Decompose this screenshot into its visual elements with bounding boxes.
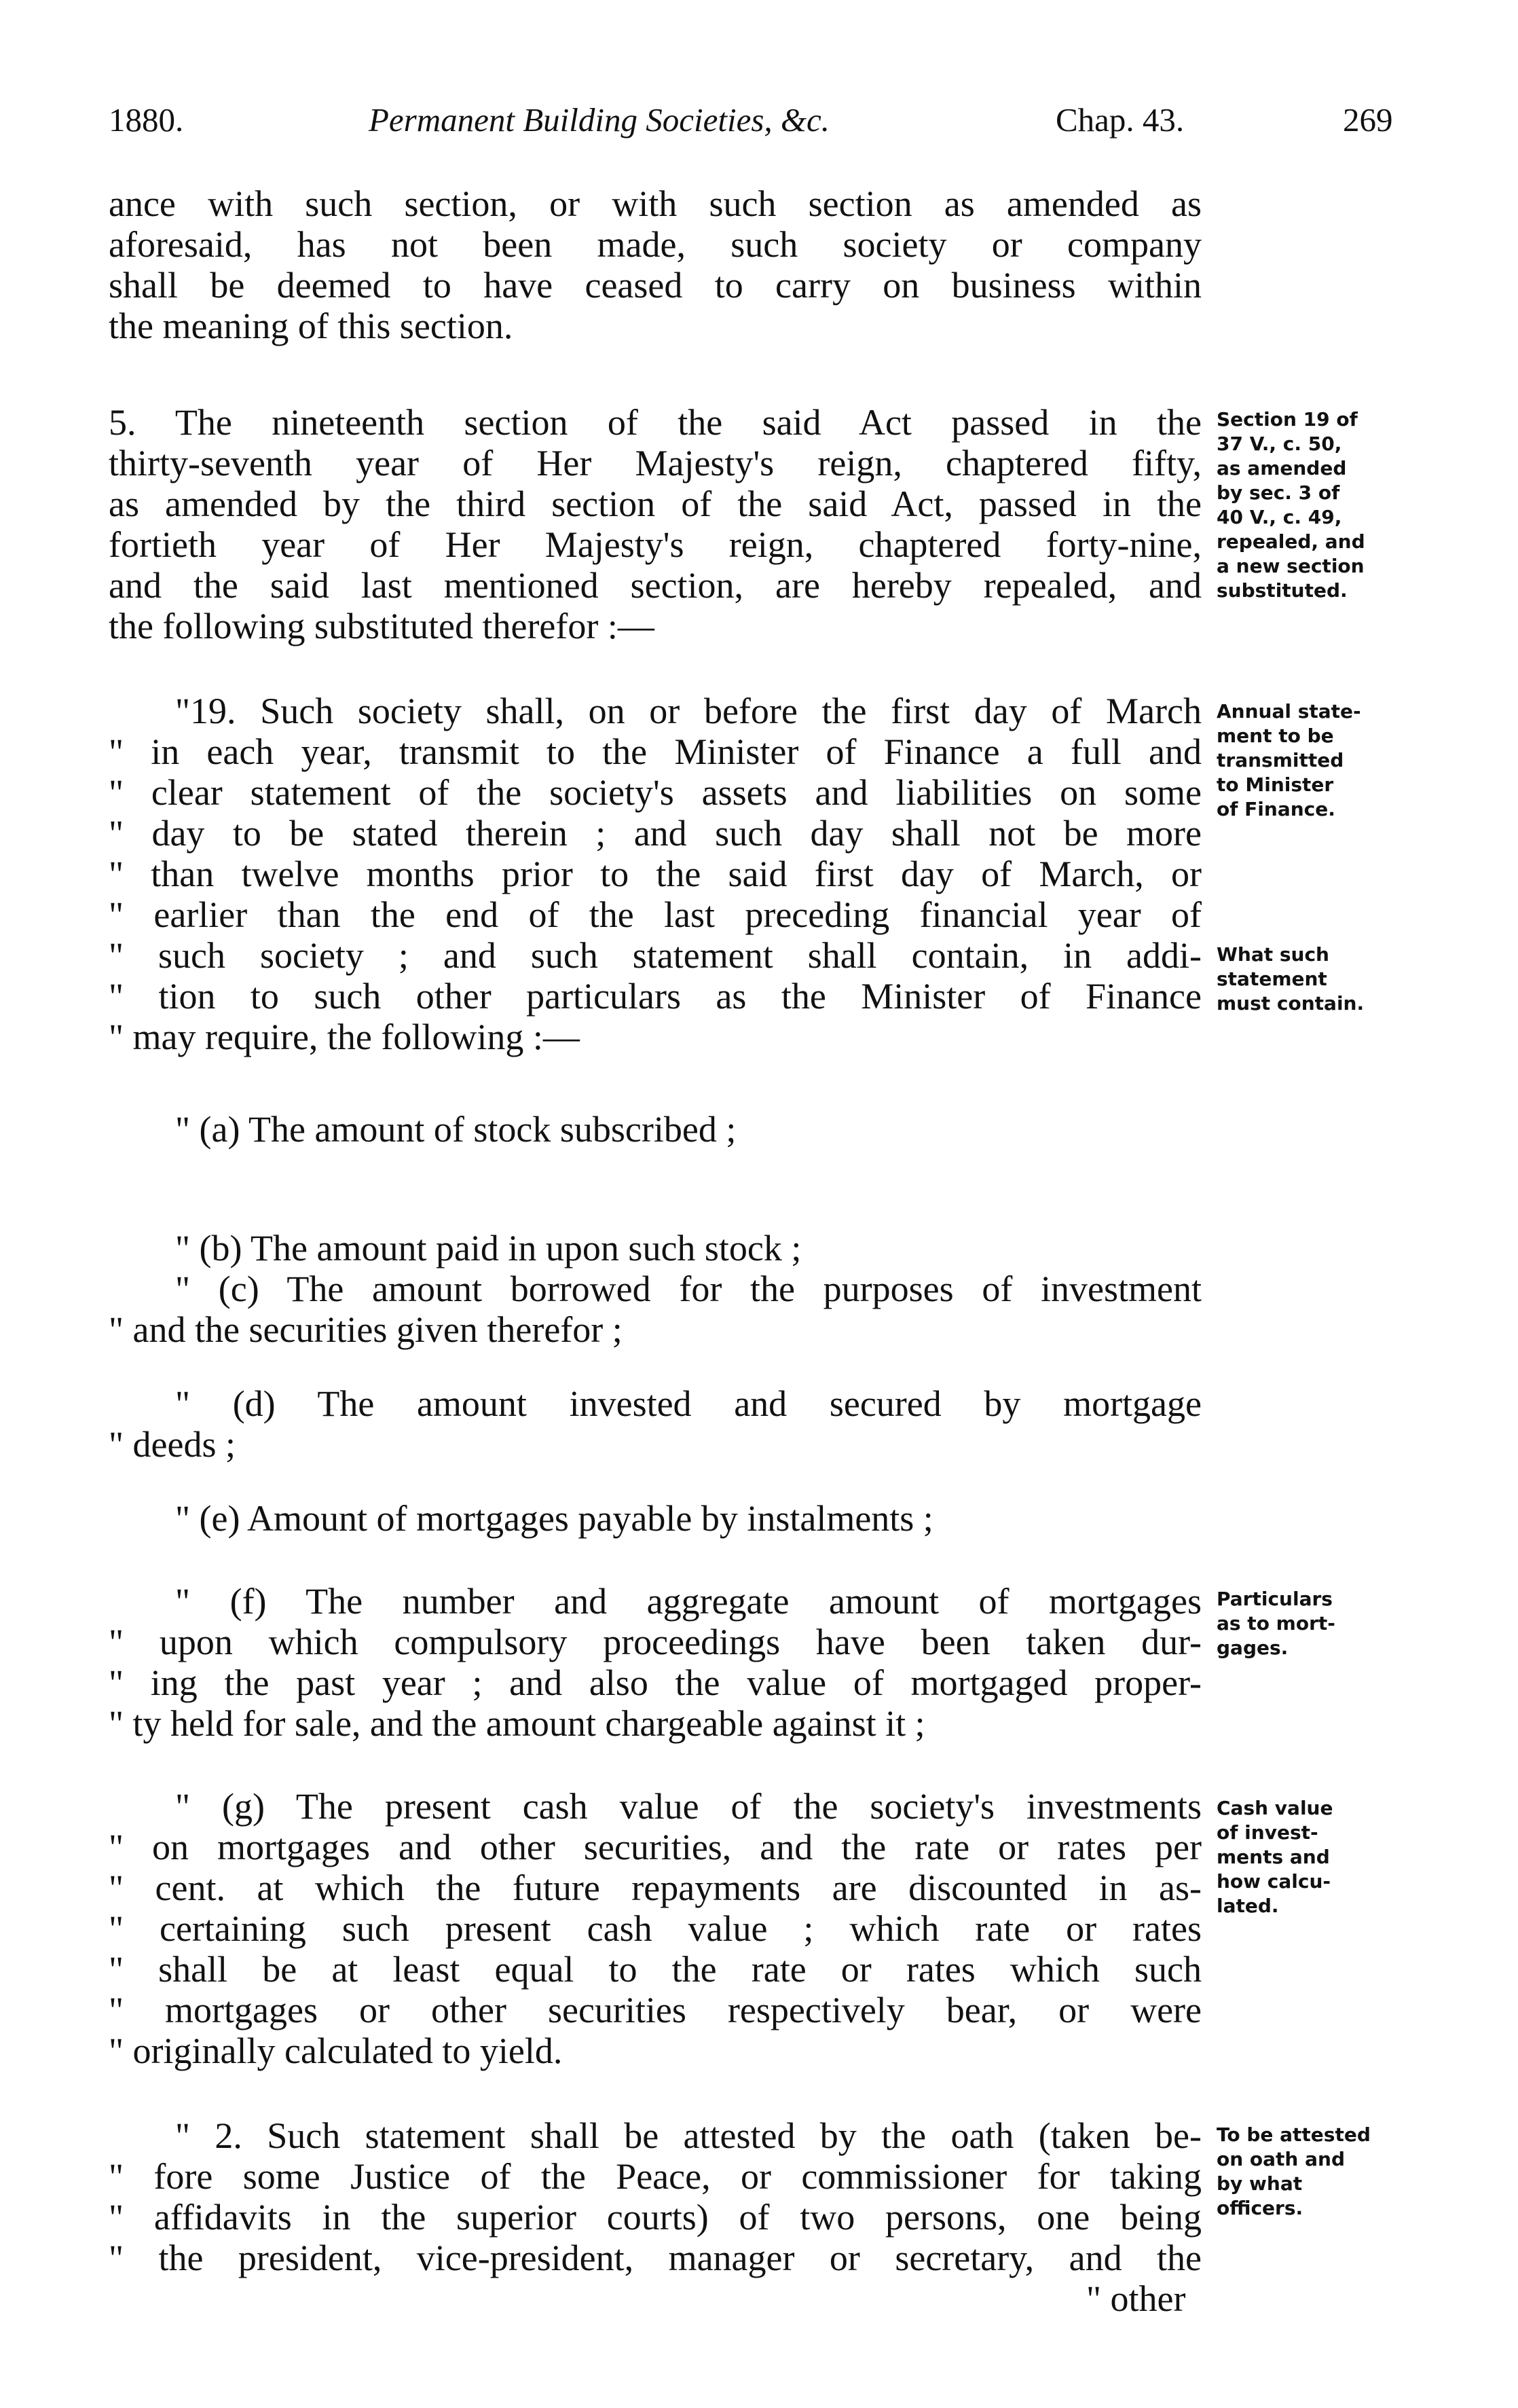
body-line: thirty-seventh year of Her Majesty's reign, chaptered fifty,	[109, 443, 1202, 484]
body-line: " cent. at which the future repayments are discounted in as-	[109, 1867, 1202, 1908]
item-g-line: " (g) The present cash value of the society's investments	[175, 1786, 1202, 1827]
body-line: as amended by the third section of the said Act, passed in the	[109, 484, 1202, 524]
catchword: " other	[1086, 2278, 1186, 2319]
margin-note-annual-statement: Annual state- ment to be transmitted to Minister of Finance.	[1217, 700, 1361, 820]
header-chapter: Chap. 43.	[1056, 101, 1185, 139]
margin-note-particulars: Particulars as to mort- gages.	[1217, 1588, 1335, 1659]
body-line: the following substituted therefor :—	[109, 606, 654, 646]
body-line: " may require, the following :—	[109, 1017, 580, 1057]
margin-note-section-19: Section 19 of 37 V., c. 50, as amended by sec. 3 of 40 V., c. 49, repealed, and a new section substituted.	[1217, 408, 1365, 602]
subsection-2-line: " 2. Such statement shall be attested by the oath (taken be-	[175, 2115, 1202, 2156]
item-d-line: " (d) The amount invested and secured by mortgage	[175, 1383, 1202, 1424]
section-19-line: "19. Such society shall, on or before the first day of March	[175, 691, 1202, 731]
body-line: " day to be stated therein ; and such day shall not be more	[109, 813, 1202, 854]
body-line: " ty held for sale, and the amount chargeable against it ;	[109, 1703, 925, 1744]
body-line: " earlier than the end of the last preceding financial year of	[109, 894, 1202, 935]
body-line: " affidavits in the superior courts) of two persons, one being	[109, 2197, 1202, 2238]
item-f-line: " (f) The number and aggregate amount of mortgages	[175, 1581, 1202, 1622]
body-line: shall be deemed to have ceased to carry on business within	[109, 265, 1202, 306]
body-line: " ing the past year ; and also the value of mortgaged proper-	[109, 1662, 1202, 1703]
body-line: " deeds ;	[109, 1424, 236, 1465]
item-e-line: " (e) Amount of mortgages payable by instalments ;	[175, 1498, 933, 1539]
margin-note-cash-value: Cash value of invest- ments and how calcu- lated.	[1217, 1797, 1333, 1917]
body-line: " clear statement of the society's assets and liabilities on some	[109, 772, 1202, 813]
header-year: 1880.	[109, 101, 184, 139]
body-line: " such society ; and such statement shall contain, in addi-	[109, 935, 1202, 976]
body-line: " mortgages or other securities respectively bear, or were	[109, 1990, 1202, 2030]
body-line: fortieth year of Her Majesty's reign, chaptered forty-nine,	[109, 524, 1202, 565]
body-line: " tion to such other particulars as the Minister of Finance	[109, 976, 1202, 1017]
body-line: ance with such section, or with such section as amended as	[109, 183, 1202, 224]
body-line: " fore some Justice of the Peace, or commissioner for taking	[109, 2156, 1202, 2197]
body-line: " certaining such present cash value ; which rate or rates	[109, 1908, 1202, 1949]
body-line: " upon which compulsory proceedings have been taken dur-	[109, 1622, 1202, 1662]
body-line: " originally calculated to yield.	[109, 2030, 563, 2071]
margin-note-attested: To be attested on oath and by what officers.	[1217, 2123, 1371, 2219]
section-5-line: 5. The nineteenth section of the said Act passed in the	[109, 402, 1202, 443]
header-title: Permanent Building Societies, &c.	[369, 101, 830, 139]
body-line: the meaning of this section.	[109, 306, 513, 346]
margin-note-what-statement: What such statement must contain.	[1217, 943, 1365, 1015]
body-line: and the said last mentioned section, are hereby repealed, and	[109, 565, 1202, 606]
item-b-line: " (b) The amount paid in upon such stock ;	[175, 1228, 802, 1269]
body-line: aforesaid, has not been made, such society or company	[109, 224, 1202, 265]
body-line: " and the securities given therefor ;	[109, 1309, 623, 1350]
body-line: " in each year, transmit to the Minister of Finance a full and	[109, 731, 1202, 772]
body-line: " than twelve months prior to the said first day of March, or	[109, 854, 1202, 894]
body-line: " on mortgages and other securities, and the rate or rates per	[109, 1827, 1202, 1867]
item-a-line: " (a) The amount of stock subscribed ;	[175, 1109, 737, 1150]
header-page-number: 269	[1343, 101, 1393, 139]
body-line: " shall be at least equal to the rate or rates which such	[109, 1949, 1202, 1990]
body-line: " the president, vice-president, manager or secretary, and the	[109, 2238, 1202, 2278]
item-c-line: " (c) The amount borrowed for the purposes of investment	[175, 1269, 1202, 1309]
